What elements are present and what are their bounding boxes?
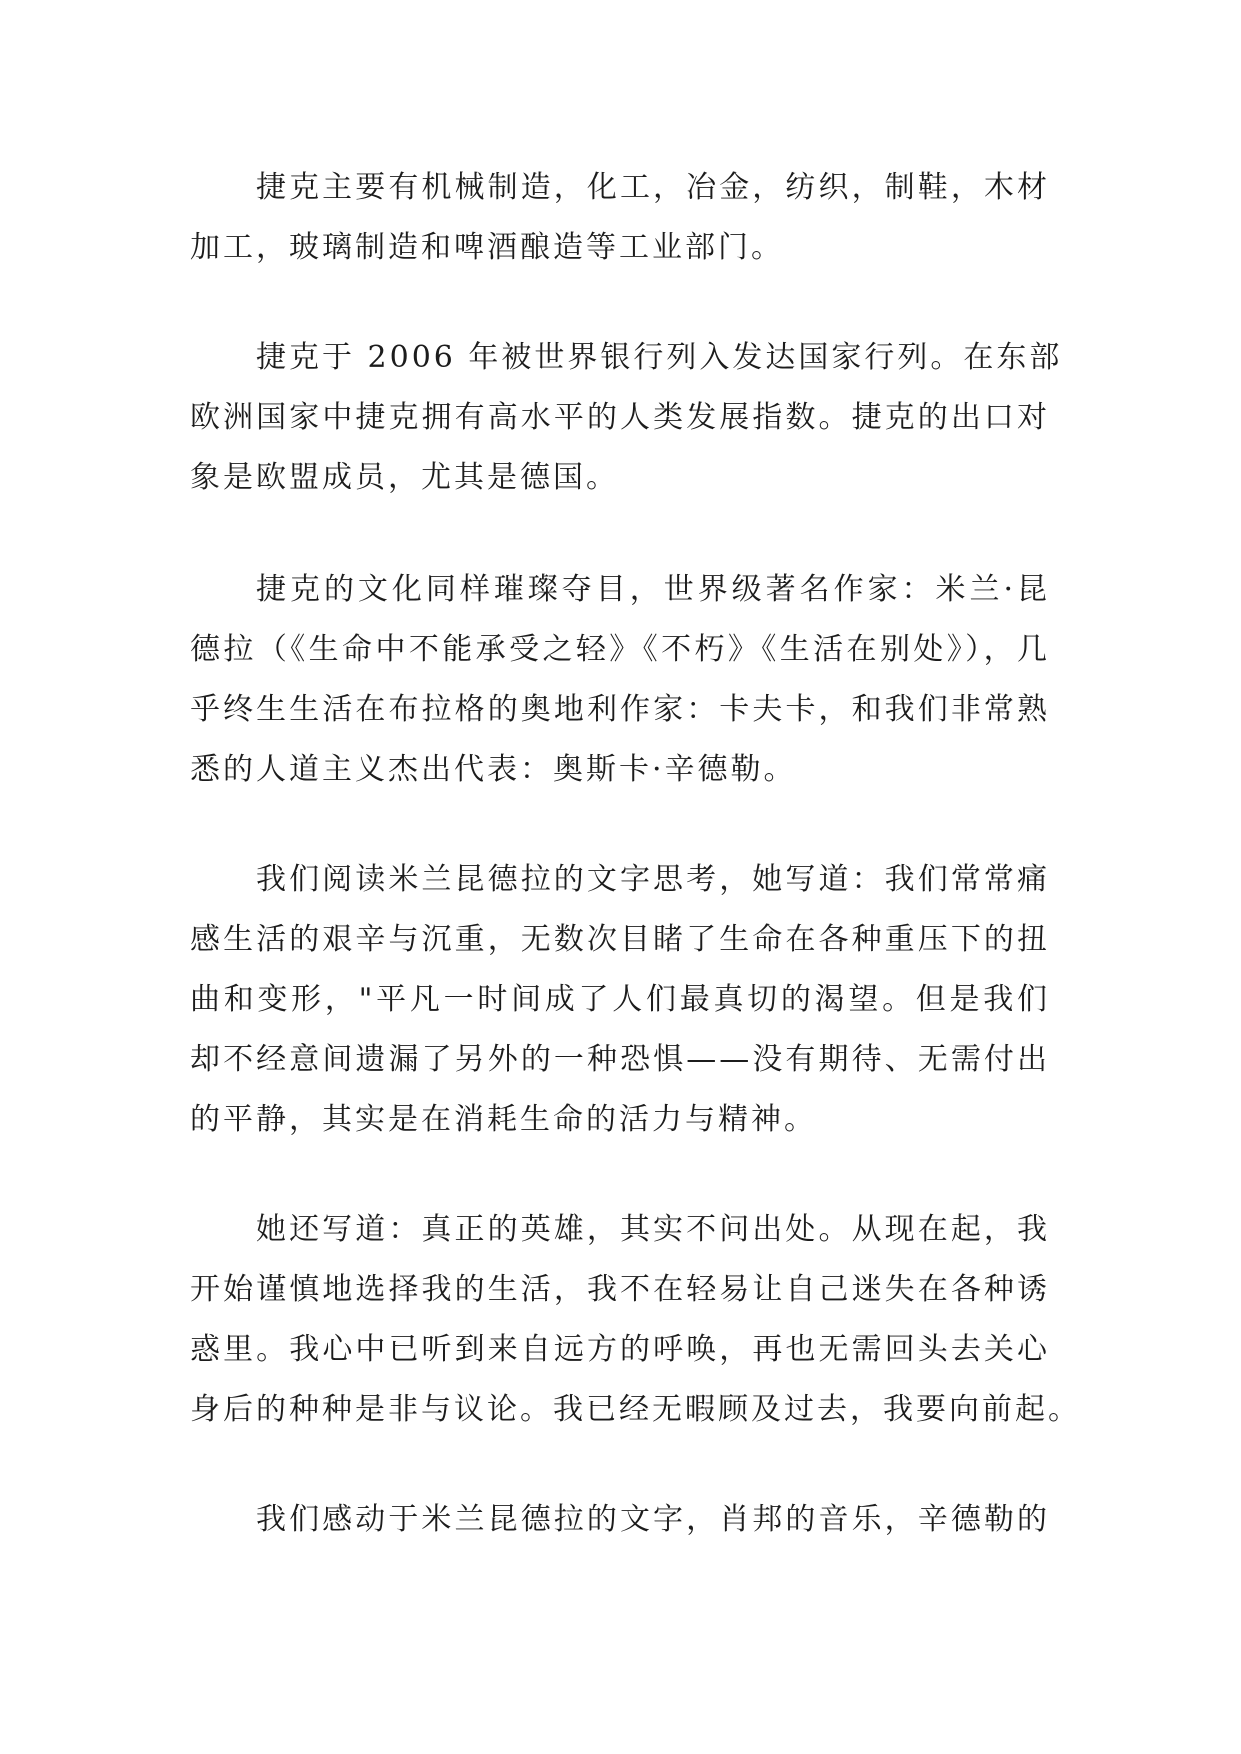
paragraph-reading <box>190 850 1050 1150</box>
paragraph-line: 开始谨慎地选择我的生活，我不在轻易让自己迷失在各种诱 <box>190 1272 1050 1307</box>
paragraph-moved <box>190 1490 1050 1550</box>
paragraph-line: 欧洲国家中捷克拥有高水平的人类发展指数。捷克的出口对 <box>190 400 1050 435</box>
paragraph-line: 曲和变形，"平凡一时间成了人们最真切的渴望。但是我们 <box>190 982 1050 1017</box>
paragraph-culture <box>190 560 1050 800</box>
paragraph-line: 感生活的艰辛与沉重，无数次目睹了生命在各种重压下的扭 <box>190 922 1050 957</box>
paragraph-line: 加工，玻璃制造和啤酒酿造等工业部门。 <box>190 230 784 265</box>
paragraph-hero <box>190 1200 1081 1440</box>
paragraph-line: 乎终生生活在布拉格的奥地利作家：卡夫卡，和我们非常熟 <box>190 692 1050 727</box>
paragraph-line: 捷克于 2006 年被世界银行列入发达国家行列。在东部 <box>256 340 1063 375</box>
paragraph-line: 捷克的文化同样璀璨夺目，世界级著名作家：米兰·昆 <box>256 572 1050 607</box>
paragraph-line: 却不经意间遗漏了另外的一种恐惧——没有期待、无需付出 <box>190 1042 1050 1077</box>
paragraph-line: 她还写道：真正的英雄，其实不问出处。从现在起，我 <box>256 1212 1050 1247</box>
paragraph-line: 身后的种种是非与议论。我已经无暇顾及过去，我要向前起。 <box>190 1392 1081 1427</box>
paragraph-economy <box>190 328 1063 508</box>
paragraph-line: 的平静，其实是在消耗生命的活力与精神。 <box>190 1102 817 1137</box>
paragraph-line: 德拉（《生命中不能承受之轻》《不朽》《生活在别处》），几 <box>190 632 1050 667</box>
paragraph-line: 捷克主要有机械制造，化工，冶金，纺织，制鞋，木材 <box>256 170 1050 205</box>
paragraph-line: 象是欧盟成员，尤其是德国。 <box>190 460 619 495</box>
paragraph-line: 我们感动于米兰昆德拉的文字，肖邦的音乐，辛德勒的 <box>256 1502 1050 1537</box>
paragraph-line: 我们阅读米兰昆德拉的文字思考，她写道：我们常常痛 <box>256 862 1050 897</box>
paragraph-line: 悉的人道主义杰出代表：奥斯卡·辛德勒。 <box>190 752 797 787</box>
paragraph-industry <box>190 158 1050 278</box>
paragraph-line: 惑里。我心中已听到来自远方的呼唤，再也无需回头去关心 <box>190 1332 1050 1367</box>
